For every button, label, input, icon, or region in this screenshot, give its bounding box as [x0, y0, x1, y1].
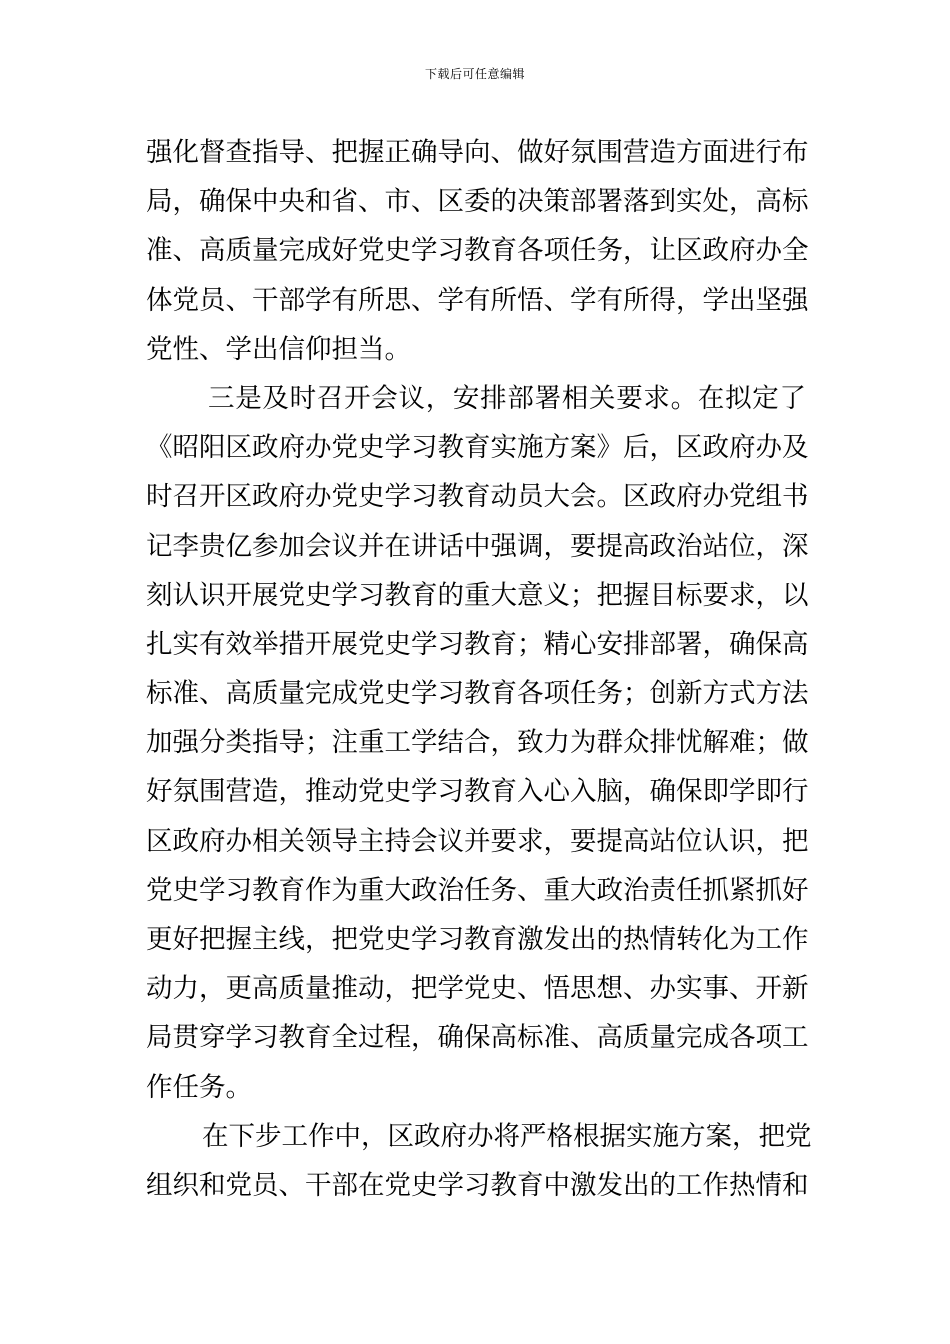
text-line: 强化督查指导、把握正确导向、做好氛围营造方面进行布: [146, 137, 809, 168]
text-line: 记李贵亿参加会议并在讲话中强调，要提高政治站位，深: [146, 530, 809, 562]
paragraph-start-line: 在下步工作中，区政府办将严格根据实施方案，把党: [202, 1120, 812, 1152]
text-line: 局，确保中央和省、市、区委的决策部署落到实处，高标: [146, 186, 809, 218]
text-line: 准、高质量完成好党史学习教育各项任务，让区政府办全: [146, 235, 809, 267]
text-line: 加强分类指导；注重工学结合，致力为群众排忧解难；做: [146, 727, 809, 759]
text-line: 区政府办相关领导主持会议并要求，要提高站位认识，把: [146, 825, 809, 857]
text-line: 组织和党员、干部在党史学习教育中激发出的工作热情和: [146, 1169, 809, 1201]
text-line: 动力，更高质量推动，把学党史、悟思想、办实事、开新: [146, 973, 809, 1005]
paragraph-start-line: 三是及时召开会议，安排部署相关要求。在拟定了: [208, 382, 806, 414]
text-line: 局贯穿学习教育全过程，确保高标准、高质量完成各项工: [146, 1022, 809, 1054]
page-header: 下载后可任意编辑: [424, 67, 525, 81]
text-line: 扎实有效举措开展党史学习教育；精心安排部署，确保高: [146, 628, 809, 660]
text-line: 时召开区政府办党史学习教育动员大会。区政府办党组书: [146, 481, 809, 513]
text-line: 《昭阳区政府办党史学习教育实施方案》后，区政府办及: [146, 432, 809, 464]
text-line: 刻认识开展党史学习教育的重大意义；把握目标要求，以: [146, 579, 809, 611]
text-line: 更好把握主线，把党史学习教育激发出的热情转化为工作: [146, 924, 809, 955]
text-line: 党史学习教育作为重大政治任务、重大政治责任抓紧抓好: [146, 874, 809, 906]
text-line: 好氛围营造，推动党史学习教育入心入脑，确保即学即行: [146, 776, 809, 808]
text-line: 体党员、干部学有所思、学有所悟、学有所得，学出坚强: [146, 284, 809, 316]
text-line: 作任务。: [146, 1071, 252, 1103]
text-line: 标准、高质量完成党史学习教育各项任务；创新方式方法: [146, 678, 809, 710]
document-body: [146, 128, 812, 1210]
text-line: 党性、学出信仰担当。: [146, 333, 411, 365]
